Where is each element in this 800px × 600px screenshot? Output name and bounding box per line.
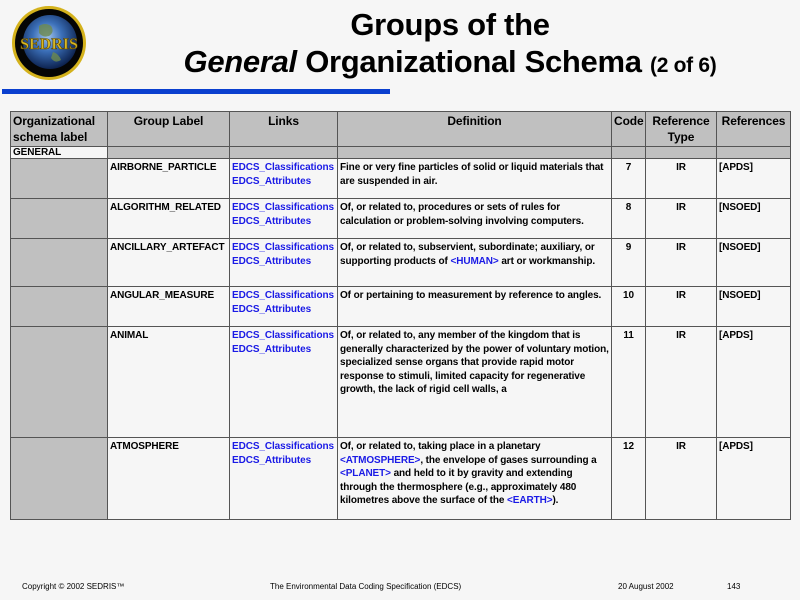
definition-text: Of, or related to, any member of the kingdom that is generally characterized by the power of voluntary motion, specialized sense organs that provide rapid motor response to stimuli, limited capacity for regenerative growth, the lack of rigid cell walls, a [340,330,609,395]
table-row [11,327,791,438]
title-line-2 [100,43,800,84]
links-cell [230,287,338,327]
code-cell: 11 [612,327,646,438]
definition-text: art or workmanship. [498,255,596,267]
footer-page-number: 143 [727,582,741,591]
title-rule [2,89,390,94]
link-edcs-attributes[interactable]: EDCS_Attributes [232,215,312,227]
definition-text: and held to it by gravity and extending through the thermosphere (e.g., approximately 480 kilometres above the surface of the [340,468,577,506]
links-cell [230,199,338,239]
definition-cell [338,438,612,520]
org-label-cell [11,287,108,327]
references-cell: [APDS] [717,438,791,520]
section-row [11,147,791,159]
code-cell: 10 [612,287,646,327]
footer-date: 20 August 2002 [618,582,674,591]
link-edcs-classifications[interactable]: EDCS_Classifications [232,290,334,301]
org-label-cell [11,199,108,239]
link-edcs-attributes[interactable]: EDCS_Attributes [232,175,312,187]
group-label: AIRBORNE_PARTICLE [108,159,230,199]
link-edcs-classifications[interactable]: EDCS_Classifications [232,242,334,253]
code-cell: 12 [612,438,646,520]
link-edcs-attributes[interactable]: EDCS_Attributes [232,454,312,466]
header-references: References [717,112,791,147]
definition-cell [338,199,612,239]
links-cell [230,327,338,438]
group-label: ALGORITHM_RELATED [108,199,230,239]
link-edcs-classifications[interactable]: EDCS_Classifications [232,330,334,341]
table-row [11,159,791,199]
definition-text: Of, or related to, procedures or sets of rules for calculation or problem-solving involving computers. [340,202,584,227]
header-code: Code [612,112,646,147]
references-cell: [NSOED] [717,287,791,327]
references-cell: [APDS] [717,159,791,199]
definition-concept-link[interactable]: <HUMAN> [450,255,499,267]
table-row [11,239,791,287]
org-label-cell [11,159,108,199]
link-edcs-classifications[interactable]: EDCS_Classifications [232,441,334,452]
ref-type-cell: IR [646,287,717,327]
section-label: GENERAL [11,147,108,159]
code-cell: 8 [612,199,646,239]
header-group-label: Group Label [108,112,230,147]
definition-text: , the envelope of gases surrounding a [420,454,597,466]
links-cell [230,438,338,520]
references-cell: [NSOED] [717,199,791,239]
links-cell [230,159,338,199]
link-edcs-attributes[interactable]: EDCS_Attributes [232,303,312,315]
table-row [11,287,791,327]
footer-doc-title: The Environmental Data Coding Specification (EDCS) [270,582,462,591]
title-line-1: Groups of the [350,7,550,42]
definition-cell [338,327,612,438]
footer-copyright: Copyright © 2002 SEDRIS™ [22,582,125,591]
links-cell [230,239,338,287]
title-page-count: (2 of 6) [650,54,717,77]
table-row [11,199,791,239]
definition-cell [338,159,612,199]
link-edcs-classifications[interactable]: EDCS_Classifications [232,202,334,213]
definition-text: Fine or very fine particles of solid or liquid materials that are suspended in air. [340,162,604,187]
group-label: ATMOSPHERE [108,438,230,520]
code-cell: 7 [612,159,646,199]
definition-cell [338,239,612,287]
ref-type-cell: IR [646,199,717,239]
definition-text: ). [552,495,559,506]
header-links: Links [230,112,338,147]
table-header-row [11,112,791,147]
title-italic-word: General [183,44,297,79]
references-cell: [NSOED] [717,239,791,287]
org-label-cell [11,438,108,520]
group-label: ANIMAL [108,327,230,438]
groups-table [10,111,791,520]
ref-type-cell: IR [646,438,717,520]
logo-text: SEDRIS [20,36,78,53]
header-ref-type: Reference Type [646,112,717,147]
sedris-logo [9,4,89,82]
group-label: ANCILLARY_ARTEFACT [108,239,230,287]
definition-text: Of or pertaining to measurement by reference to angles. [340,290,602,301]
org-label-cell [11,327,108,438]
link-edcs-classifications[interactable]: EDCS_Classifications [232,162,334,173]
references-cell: [APDS] [717,327,791,438]
definition-cell [338,287,612,327]
page-title [100,6,800,84]
table-row [11,438,791,520]
ref-type-cell: IR [646,159,717,199]
org-label-cell [11,239,108,287]
link-edcs-attributes[interactable]: EDCS_Attributes [232,343,312,355]
link-edcs-attributes[interactable]: EDCS_Attributes [232,255,312,267]
header-definition: Definition [338,112,612,147]
title-rest: Organizational Schema [296,44,642,79]
definition-concept-link[interactable]: <PLANET> [340,468,391,479]
definition-text: Of, or related to, subservient, subordinate; auxiliary, or supporting products of [340,242,595,267]
definition-text: Of, or related to, taking place in a planetary [340,441,541,452]
ref-type-cell: IR [646,239,717,287]
definition-concept-link[interactable]: <EARTH> [507,495,553,506]
definition-concept-link[interactable]: <ATMOSPHERE> [340,454,421,466]
group-label: ANGULAR_MEASURE [108,287,230,327]
code-cell: 9 [612,239,646,287]
header-org-label: Organizational schema label [11,112,108,147]
ref-type-cell: IR [646,327,717,438]
